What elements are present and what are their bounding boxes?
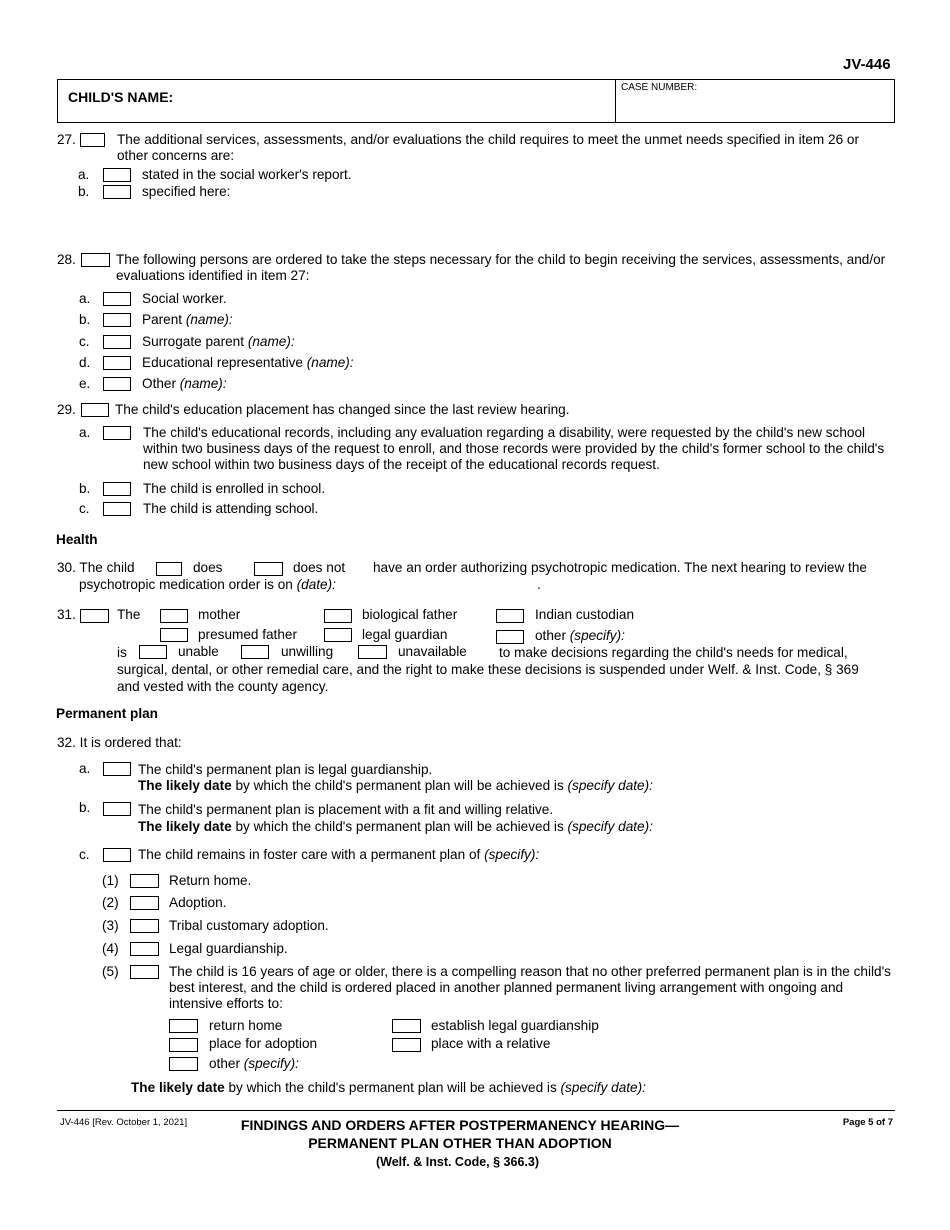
footer-title-1: FINDINGS AND ORDERS AFTER POSTPERMANENCY HEARING— [240,1117,680,1133]
item28e-label: Other (name): [142,376,227,391]
item32c3-checkbox[interactable] [130,919,159,933]
item30-start: 30. The child [57,560,135,575]
item28d-letter: d. [79,355,91,370]
item28d-label: Educational representative (name): [142,355,354,370]
item30-line2: psychotropic medication order is on (date): [79,577,336,592]
item31-legal-guardian-checkbox[interactable] [324,628,352,642]
item28e-checkbox[interactable] [103,377,131,391]
item31-presumed-father-label: presumed father [198,627,297,642]
item31-other-checkbox[interactable] [496,630,524,644]
item31-line2: surgical, dental, or other remedial care, and the right to make these decisions is suspended under Welf. & Inst. Code, § 369 [117,662,859,677]
item27-text: The additional services, assessments, and/or evaluations the child requires to meet the unmet needs specified in item 26 or other concerns are: [117,132,860,163]
item28c-checkbox[interactable] [103,335,131,349]
item32a-checkbox[interactable] [103,762,131,776]
item32a-text: The child's permanent plan is legal guardianship. [138,762,433,777]
item32c3-label: Tribal customary adoption. [169,918,329,933]
case-number-field[interactable] [620,96,890,120]
item31-tail: to make decisions regarding the child's needs for medical, [499,645,848,660]
footer-title-3: (Welf. & Inst. Code, § 366.3) [375,1155,539,1169]
item28a-label: Social worker. [142,291,227,306]
child-name-label: CHILD'S NAME: [68,89,174,105]
establish-legal-guardianship-label: establish legal guardianship [431,1018,599,1033]
item29c-letter: c. [79,501,90,516]
item31-unwilling-label: unwilling [281,644,334,659]
item28a-letter: a. [79,291,91,306]
item30-does-not-checkbox[interactable] [254,562,283,576]
item32b-likely-date: The likely date by which the child's permanent plan will be achieved is (specify date): [138,819,653,834]
item32c2-number: (2) [102,895,119,910]
item32c-letter: c. [79,847,90,862]
place-with-relative-label: place with a relative [431,1036,551,1051]
page-number: Page 5 of 7 [842,1117,893,1128]
item32c-text: The child remains in foster care with a permanent plan of (specify): [138,847,540,862]
item27b-checkbox[interactable] [103,185,131,199]
item31-biological-father-label: biological father [362,607,458,622]
item31-indian-custodian-label: Indian custodian [535,607,635,622]
item32c1-label: Return home. [169,873,252,888]
item32b-text: The child's permanent plan is placement with a fit and willing relative. [138,802,554,817]
item32c4-checkbox[interactable] [130,942,159,956]
item30-does-label: does [193,560,223,575]
item29c-text: The child is attending school. [143,501,319,516]
item31-mother-checkbox[interactable] [160,609,188,623]
item31-indian-custodian-checkbox[interactable] [496,609,524,623]
item28-checkbox[interactable] [81,253,110,267]
item31-other-label: other (specify): [535,628,625,643]
health-heading: Health [56,532,98,547]
item27a-checkbox[interactable] [103,168,131,182]
item27-number: 27. [57,132,76,147]
child-name-field[interactable] [200,84,605,118]
footer-rule [57,1110,895,1111]
item28e-letter: e. [79,376,91,391]
item32a-letter: a. [79,761,91,776]
item29a-checkbox[interactable] [103,426,131,440]
item31-biological-father-checkbox[interactable] [324,609,352,623]
item31-is: is [117,645,127,660]
item32a-likely-date: The likely date by which the child's permanent plan will be achieved is (specify date): [138,778,653,793]
item28c-label: Surrogate parent (name): [142,334,295,349]
item31-checkbox[interactable] [80,609,109,623]
other-efforts-checkbox[interactable] [169,1057,198,1071]
header-divider [615,79,616,123]
item32c1-checkbox[interactable] [130,874,159,888]
item28a-checkbox[interactable] [103,292,131,306]
item32c2-label: Adoption. [169,895,227,910]
item30-does-not-label: does not [293,560,346,575]
item31-line3: and vested with the county agency. [117,679,329,694]
item29-text: The child's education placement has changed since the last review hearing. [115,402,570,417]
return-home-checkbox[interactable] [169,1019,198,1033]
item28-text: The following persons are ordered to take the steps necessary for the child to begin receiving the services, assessments, and/or evaluations identified in item 27: [116,252,886,283]
item28b-letter: b. [79,312,91,327]
item31-number: 31. [57,607,76,622]
item27b-letter: b. [78,184,90,199]
item32c-checkbox[interactable] [103,848,131,862]
item32c1-number: (1) [102,873,119,888]
item32c5-number: (5) [102,964,119,979]
item31-unable-checkbox[interactable] [139,645,167,659]
case-number-label: CASE NUMBER: [621,82,698,93]
item31-legal-guardian-label: legal guardian [362,627,448,642]
return-home-label: return home [209,1018,283,1033]
item29-checkbox[interactable] [81,403,109,417]
item30-period: . [537,577,541,592]
item28-number: 28. [57,252,76,267]
item31-presumed-father-checkbox[interactable] [160,628,188,642]
place-for-adoption-label: place for adoption [209,1036,318,1051]
item29a-letter: a. [79,425,91,440]
item29b-letter: b. [79,481,91,496]
item32b-checkbox[interactable] [103,802,131,816]
item31-unavailable-label: unavailable [398,644,467,659]
item31-unable-label: unable [178,644,219,659]
item30-does-checkbox[interactable] [156,562,182,576]
item32c3-number: (3) [102,918,119,933]
item28b-label: Parent (name): [142,312,233,327]
item31-mother-label: mother [198,607,241,622]
item27b-text: specified here: [142,184,231,199]
permanent-plan-heading: Permanent plan [56,706,158,721]
item32c5-text: The child is 16 years of age or older, there is a compelling reason that no other preferred permanent plan is in the child's best interest, and the child is ordered placed in another planned permanent living arrangement with ongoing and intensive efforts to: [169,964,891,1011]
item29c-checkbox[interactable] [103,502,131,516]
footer-title-2: PERMANENT PLAN OTHER THAN ADOPTION [308,1135,612,1151]
item32c4-label: Legal guardianship. [169,941,288,956]
item31-unavailable-checkbox[interactable] [358,645,387,659]
item28b-checkbox[interactable] [103,313,131,327]
establish-legal-guardianship-checkbox[interactable] [392,1019,421,1033]
item28c-letter: c. [79,334,90,349]
place-for-adoption-checkbox[interactable] [169,1038,198,1052]
item32c5-checkbox[interactable] [130,965,159,979]
item27a-text: stated in the social worker's report. [142,167,352,182]
item32c-likely-date: The likely date by which the child's permanent plan will be achieved is (specify date): [131,1080,646,1095]
form-id: JV-446 [843,56,891,73]
item29b-checkbox[interactable] [103,482,131,496]
item31-the: The [117,607,141,622]
item27-checkbox[interactable] [80,133,105,147]
item28d-checkbox[interactable] [103,356,131,370]
item30-text: have an order authorizing psychotropic medication. The next hearing to review the [373,560,867,575]
footer-revision: JV-446 [Rev. October 1, 2021] [60,1117,188,1128]
item29b-text: The child is enrolled in school. [143,481,326,496]
item32-intro: 32. It is ordered that: [57,735,182,750]
other-efforts-label: other (specify): [209,1056,299,1071]
item29a-text: The child's educational records, including any evaluation regarding a disability, were requested by the child's new school within two business days of the request to enroll, and those records were provided by the child's former school to the child's new school within two business days of the receipt of the educational records request. [143,425,885,472]
item32c2-checkbox[interactable] [130,896,159,910]
item31-unwilling-checkbox[interactable] [241,645,269,659]
item32c4-number: (4) [102,941,119,956]
item27a-letter: a. [78,167,90,182]
place-with-relative-checkbox[interactable] [392,1038,421,1052]
item29-number: 29. [57,402,76,417]
item32b-letter: b. [79,800,91,815]
